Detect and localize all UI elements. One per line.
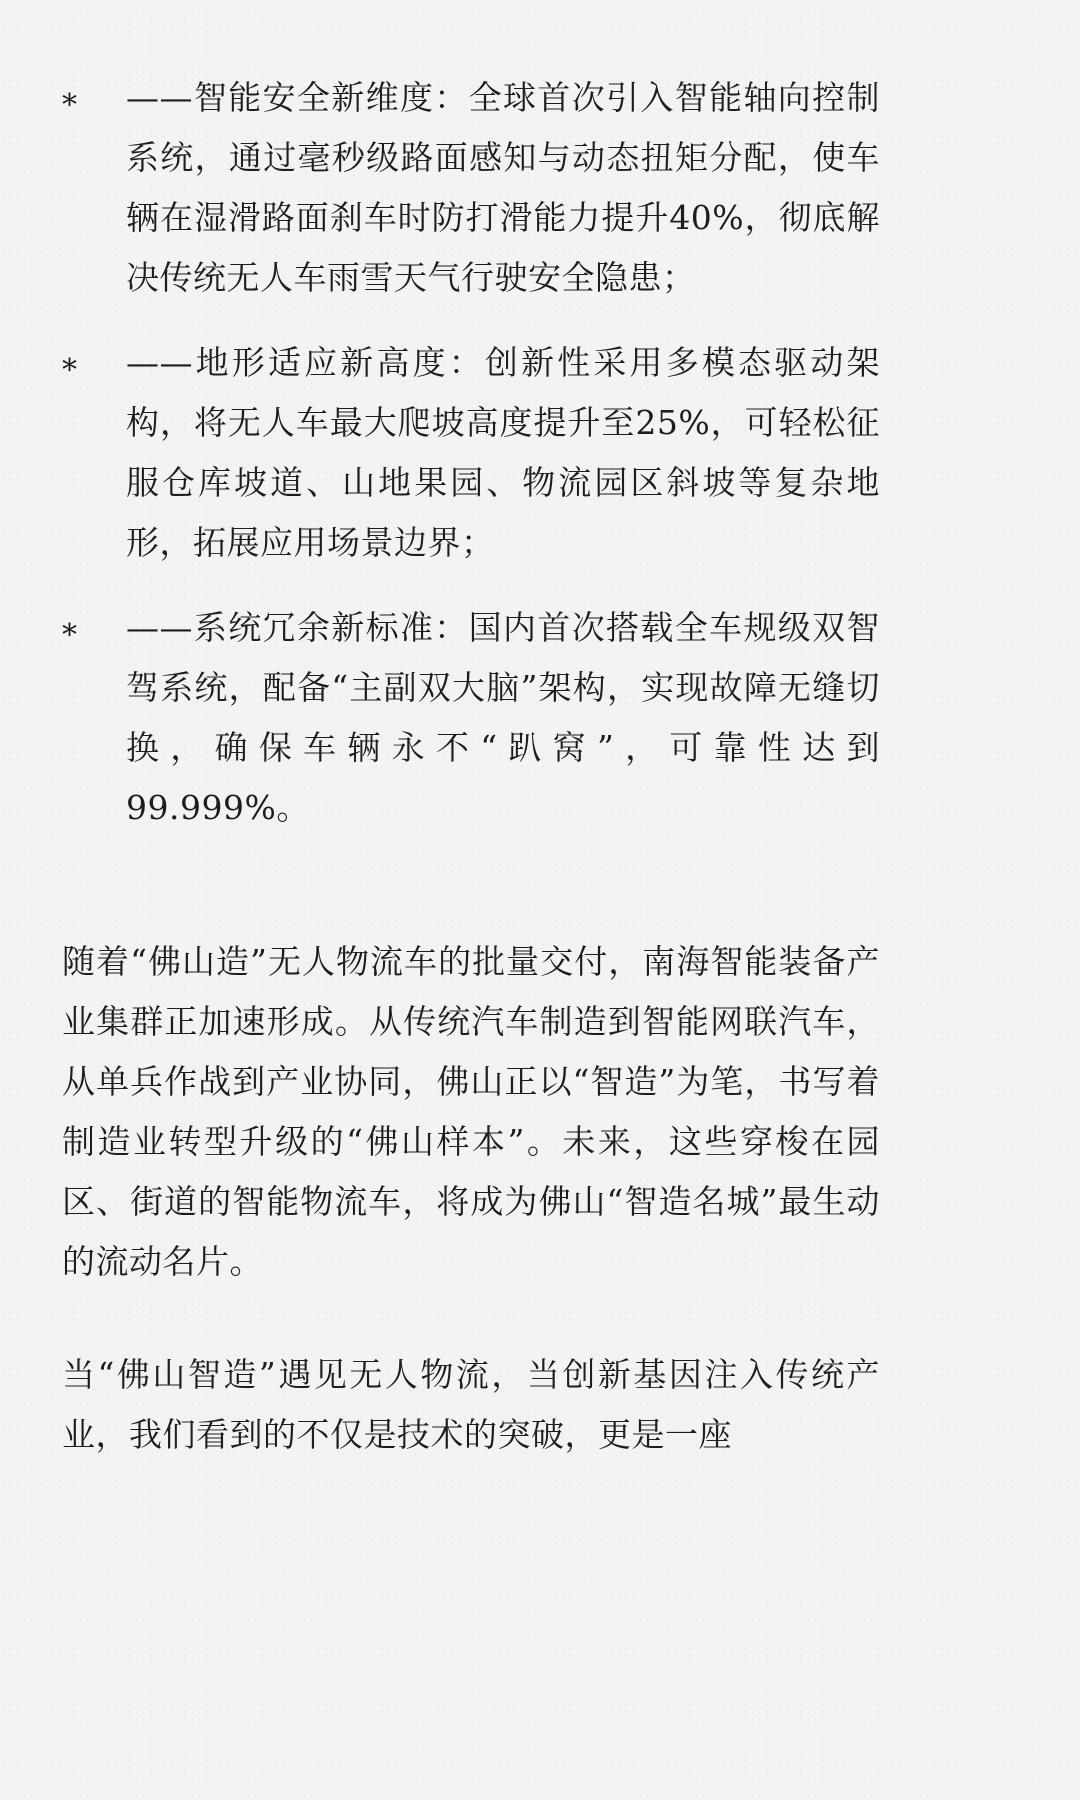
list-item-text: ——智能安全新维度：全球首次引入智能轴向控制系统，通过毫秒级路面感知与动态扭矩分配，使车辆在湿滑路面刹车时防打滑能力提升40%，彻底解决传统无人车雨雪天气行驶安全隐患； xyxy=(126,78,880,297)
list-item-text: ——地形适应新高度：创新性采用多模态驱动架构，将无人车最大爬坡高度提升至25%，可轻松征服仓库坡道、山地果园、物流园区斜坡等复杂地形，拓展应用场景边界； xyxy=(126,343,880,562)
bullet-marker: * xyxy=(62,88,78,123)
body-paragraph: 当“佛山智造”遇见无人物流，当创新基因注入传统产业，我们看到的不仅是技术的突破，更是一座 xyxy=(62,1355,880,1454)
list-item xyxy=(62,598,880,838)
bullet-marker: * xyxy=(62,353,78,388)
body-paragraph: 随着“佛山造”无人物流车的批量交付，南海智能装备产业集群正加速形成。从传统汽车制造到智能网联汽车，从单兵作战到产业协同，佛山正以“智造”为笔，书写着制造业转型升级的“佛山样本”。未来，这些穿梭在园区、街道的智能物流车，将成为佛山“智造名城”最生动的流动名片。 xyxy=(62,942,880,1281)
bullet-marker: * xyxy=(62,618,78,653)
feature-list xyxy=(62,68,880,863)
list-item xyxy=(62,333,880,573)
list-item-text: ——系统冗余新标准：国内首次搭载全车规级双智驾系统，配备“主副双大脑”架构，实现故障无缝切换，确保车辆永不“趴窝”，可靠性达到99.999%。 xyxy=(126,608,880,827)
list-item xyxy=(62,68,880,308)
